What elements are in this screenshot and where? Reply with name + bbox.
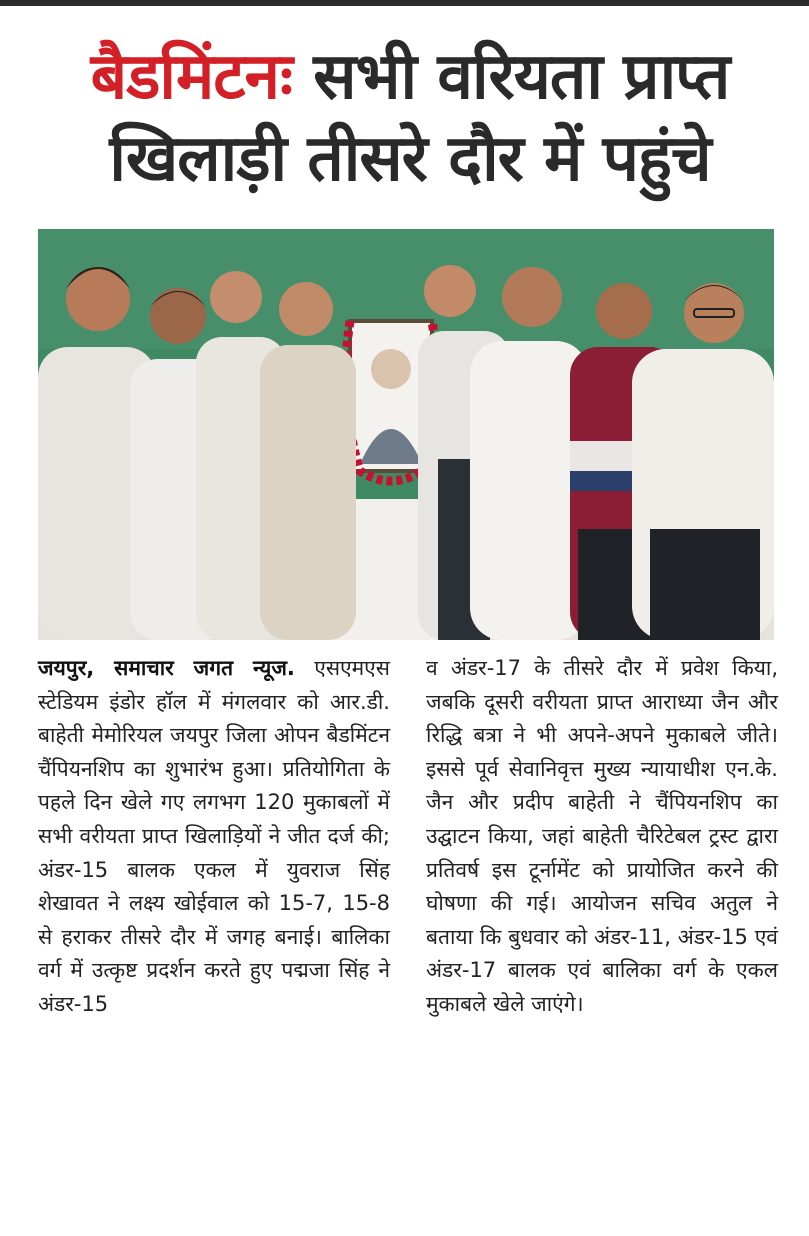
article-column-2: [426, 652, 778, 1022]
headline-line-2: खिलाड़ी तीसरे दौर में पहुंचे: [109, 122, 711, 196]
article-column-1-text: एसएमएस स्टेडियम इंडोर हॉल में मंगलवार को आर.डी. बाहेती मेमोरियल जयपुर जिला ओपन बैडमिंटन चैंपियनशिप का शुभारंभ हुआ। प्रतियोगिता के पहले दिन खेले गए लगभग 120 मुकाबलों में सभी वरीयता प्राप्त खिलाड़ियों ने जीत दर्ज की; अंडर-15 बालक एकल में युवराज सिंह शेखावत ने लक्ष्य खोईवाल को 15-7, 15-8 से हराकर तीसरे दौर में जगह बनाई। बालिका वर्ग में उत्कृष्ट प्रदर्शन करते हुए पद्मजा सिंह ने अंडर-15: [38, 656, 390, 1016]
group-photo-illustration: [38, 229, 774, 640]
headline-line-1: [30, 36, 790, 118]
article-body: [38, 652, 778, 1022]
article-column-2-text: व अंडर-17 के तीसरे दौर में प्रवेश किया, जबकि दूसरी वरीयता प्राप्त आराध्या जैन और रिद्धि बत्रा ने भी अपने-अपने मुकाबले जीते। इससे पूर्व सेवानिवृत्त मुख्य न्यायाधीश एन.के. जैन और प्रदीप बाहेती ने चैंपियनशिप का उद्घाटन किया, जहां बाहेती चैरिटेबल ट्रस्ट द्वारा प्रतिवर्ष इस टूर्नामेंट को प्रायोजित करने की घोषणा की गई। आयोजन सचिव अतुल ने बताया कि बुधवार को अंडर-11, अंडर-15 एवं अंडर-17 बालक एवं बालिका वर्ग के एकल मुकाबले खेले जाएंगे।: [426, 656, 778, 1016]
headline-line-1-text: सभी वरियता प्राप्त: [291, 40, 730, 114]
news-photo: [38, 229, 774, 640]
headline-kicker: बैडमिंटनः: [90, 40, 292, 114]
headline: [30, 36, 790, 200]
top-rule: [0, 0, 809, 6]
portrait-face: [371, 349, 411, 389]
article-column-1: [38, 652, 390, 1022]
dateline: जयपुर, समाचार जगत न्यूज.: [38, 656, 295, 680]
